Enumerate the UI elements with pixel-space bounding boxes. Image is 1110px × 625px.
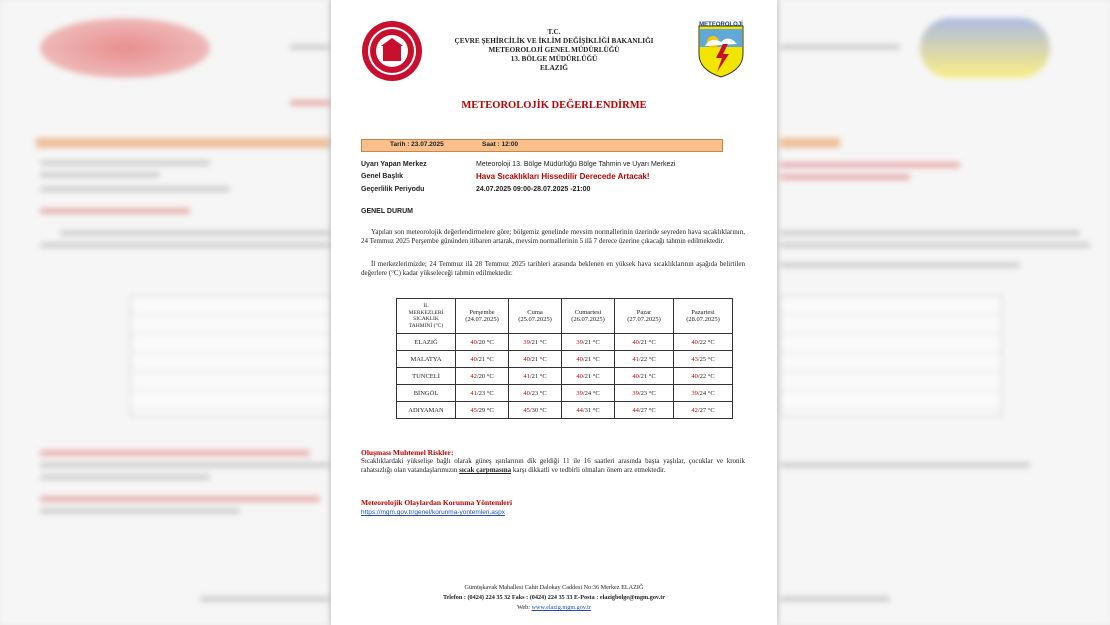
footer-web: Web: www.elazig.mgm.gov.tr: [517, 604, 591, 611]
temp-cell: 40/20 °C: [456, 334, 509, 351]
header-line-4: 13. BÖLGE MÜDÜRLÜĞÜ: [510, 55, 598, 63]
day-header: Pazartesi (28.07.2025): [674, 299, 733, 334]
temp-cell: 40/21 °C: [456, 351, 509, 368]
temp-cell: 45/29 °C: [456, 402, 509, 419]
center-value: Meteoroloji 13. Bölge Müdürlüğü Bölge Tahmin ve Uyarı Merkezi: [476, 161, 676, 168]
temp-cell: 40/22 °C: [674, 368, 733, 385]
document-title: METEOROLOJİK DEĞERLENDİRME: [461, 100, 647, 111]
table-header-row: [397, 299, 733, 334]
temp-cell: 39/24 °C: [674, 385, 733, 402]
temp-cell: 42/27 °C: [674, 402, 733, 419]
city-cell: ADIYAMAN: [397, 402, 456, 419]
date-text: Tarih : 23.07.2025: [390, 141, 444, 148]
day-header: Cumartesi (26.07.2025): [562, 299, 615, 334]
temp-cell: 40/21 °C: [615, 368, 674, 385]
temp-cell: 41/21 °C: [509, 368, 562, 385]
heat-stroke-text: sıcak çarpmasına: [459, 466, 512, 474]
header-line-5: ELAZIĞ: [540, 64, 568, 72]
day-header: Perşembe (24.07.2025): [456, 299, 509, 334]
temp-cell: 40/22 °C: [674, 334, 733, 351]
temp-cell: 40/21 °C: [615, 334, 674, 351]
protection-title: Meteorolojik Olaylardan Korunma Yöntemleri: [361, 498, 513, 507]
temp-cell: 44/31 °C: [562, 402, 615, 419]
day-header: Pazar (27.07.2025): [615, 299, 674, 334]
heading-label: Genel Başlık: [361, 173, 404, 180]
temp-cell: 42/20 °C: [456, 368, 509, 385]
heading-value: Hava Sıcaklıkları Hissedilir Derecede Artacak!: [476, 172, 650, 181]
temp-cell: 39/21 °C: [509, 334, 562, 351]
temp-cell: 40/21 °C: [509, 351, 562, 368]
temp-cell: 45/30 °C: [509, 402, 562, 419]
table-row: [397, 385, 733, 402]
table-row: [397, 368, 733, 385]
table-row: [397, 351, 733, 368]
temp-cell: 44/27 °C: [615, 402, 674, 419]
period-value: 24.07.2025 09:00-28.07.2025 -21:00: [476, 186, 591, 193]
header-line-1: T.C.: [547, 28, 561, 36]
temp-cell: 40/23 °C: [509, 385, 562, 402]
city-cell: MALATYA: [397, 351, 456, 368]
risks-title: Oluşması Muhtemel Riskler:: [361, 448, 454, 457]
temp-cell: 43/25 °C: [674, 351, 733, 368]
period-label: Geçerlilik Periyodu: [361, 186, 425, 193]
protection-link[interactable]: https://mgm.gov.tr/genel/korunma-yontemleri.aspx: [361, 509, 506, 516]
institution-header: [391, 28, 717, 73]
footer-phone: Telefon : (0424) 224 35 32 Faks : (0424) 224 35 33 E-Posta : elazigbolge@mgm.gov.tr: [442, 594, 666, 601]
city-cell: ELAZIĞ: [397, 334, 456, 351]
header-line-2: ÇEVRE ŞEHİRCİLİK VE İKLİM DEĞİŞİKLİĞİ BAKANLIĞI: [454, 37, 654, 45]
document-page: [331, 0, 777, 625]
footer-web-link[interactable]: www.elazig.mgm.gov.tr: [531, 604, 591, 611]
table-row: [397, 334, 733, 351]
paragraph-2: İl merkezlerimizde; 24 Temmuz ilâ 28 Temmuz 2025 tarihleri arasında beklenen en yüksek hava sıcaklıklarının aşağıda belirtilen değerlere (°C) kadar yükseleceği tahmin edilmektedir.: [361, 260, 745, 277]
center-label: Uyarı Yapan Merkez: [361, 161, 427, 168]
header-line-3: METEOROLOJİ GENEL MÜDÜRLÜĞÜ: [488, 46, 620, 54]
risks-paragraph: Sıcaklıklardaki yükselişe bağlı olarak güneş ışınlarının dik geldiği 11 ile 16 saatleri arasında başta yaşlılar, çocuklar ve kronik rahatsızlığı olan vatandaşlarımızın sıcak çarpmasına karşı dikkatli ve tedbirli olmaları önem arz etmektedir.: [361, 457, 745, 474]
table-corner-cell: İL MERKEZLERİ SICAKLIK TAHMİNİ (°C): [397, 299, 456, 334]
day-header: Cuma (25.07.2025): [509, 299, 562, 334]
temp-cell: 39/24 °C: [562, 385, 615, 402]
date-bar: [361, 139, 723, 152]
general-status-title: GENEL DURUM: [361, 208, 413, 215]
temp-cell: 40/21 °C: [562, 368, 615, 385]
city-cell: TUNCELİ: [397, 368, 456, 385]
temp-cell: 39/21 °C: [562, 334, 615, 351]
temp-cell: 41/22 °C: [615, 351, 674, 368]
temp-cell: 41/23 °C: [456, 385, 509, 402]
table-row: [397, 402, 733, 419]
background-seal-icon: [40, 18, 210, 78]
meteorology-logo-text: METEOROLOJİ: [699, 22, 743, 28]
paragraph-1: Yapılan son meteorolojik değerlendirmelere göre; bölgemiz genelinde mevsim normallerinin üzerinde seyreden hava sıcaklıklarının, 24 Temmuz 2025 Perşembe gününden itibaren artarak, mevsim normallerinin 5 ilâ 7 derece üzerine çıkacağı tahmin edilmektedir.: [361, 228, 745, 245]
city-cell: BİNGÖL: [397, 385, 456, 402]
background-logo-icon: [920, 18, 1050, 78]
temp-cell: 40/21 °C: [562, 351, 615, 368]
footer-address: Gümüşkavak Mahallesi Cahit Dalokay Caddesi No:36 Merkez ELAZIĞ: [464, 584, 644, 591]
temp-cell: 39/23 °C: [615, 385, 674, 402]
time-text: Saat : 12:00: [482, 141, 519, 148]
temperature-table: [396, 298, 733, 419]
